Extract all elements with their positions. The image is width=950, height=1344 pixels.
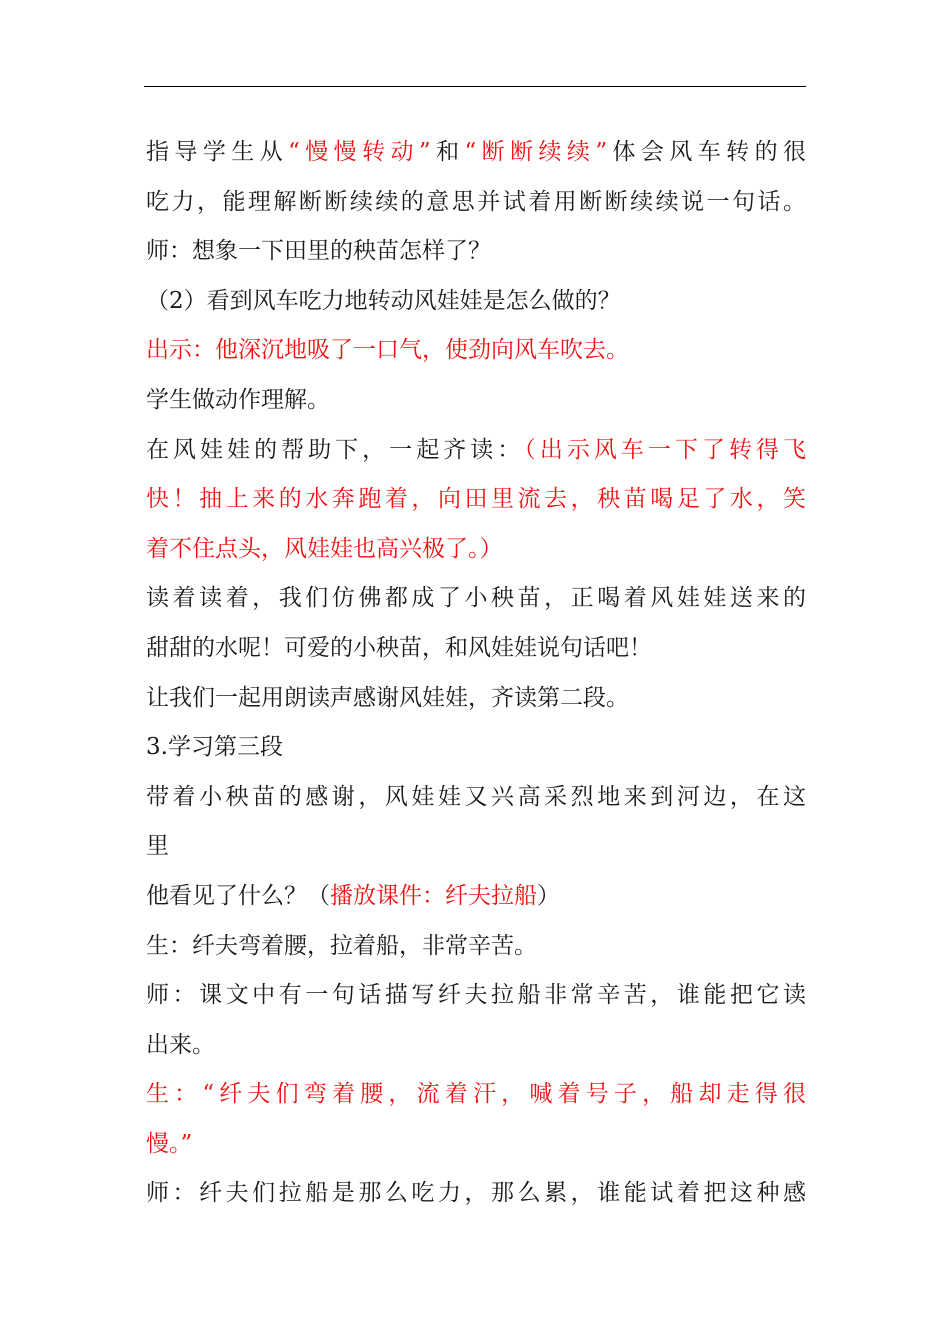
paragraph-line: 吃力，能理解断断续续的意思并试着用断断续续说一句话。 [146, 188, 806, 215]
paragraph-line: 出来。 [146, 1031, 215, 1058]
paragraph-line: 师：课文中有一句话描写纤夫拉船非常辛苦，谁能把它读 [146, 982, 806, 1009]
paragraph-line: 师：想象一下田里的秧苗怎样了？ [146, 238, 491, 265]
paragraph-line: 里 [146, 833, 169, 860]
document-body [146, 128, 806, 1219]
highlight-phrase: 播放课件：纤夫拉船 [330, 882, 537, 909]
paragraph-line: （2）看到风车吃力地转动风娃娃是怎么做的？ [146, 287, 621, 314]
highlight-phrase: “断断续续” [464, 139, 608, 165]
paragraph-line: 他看见了什么？（播放课件：纤夫拉船） [146, 882, 560, 909]
highlight-phrase: （出示风车一下了转得飞 [524, 436, 806, 463]
header-rule [144, 86, 806, 87]
highlight-line: 生：“纤夫们弯着腰，流着汗，喊着号子，船却走得很 [146, 1081, 806, 1108]
paragraph-line: 师：纤夫们拉船是那么吃力，那么累，谁能试着把这种感 [146, 1180, 806, 1207]
paragraph-line: 指导学生从“慢慢转动”和“断断续续”体会风车转的很 [146, 139, 806, 165]
highlight-line: 慢。” [146, 1130, 193, 1157]
paragraph-line: 带着小秧苗的感谢，风娃娃又兴高采烈地来到河边，在这 [146, 783, 806, 810]
paragraph-line: 在风娃娃的帮助下，一起齐读：（出示风车一下了转得飞 [146, 436, 806, 463]
highlight-phrase: “慢慢转动” [288, 139, 431, 165]
highlight-line: 着不住点头，风娃娃也高兴极了。） [146, 535, 503, 562]
section-heading: 3.学习第三段 [146, 734, 283, 761]
highlight-line: 出示：他深沉地吸了一口气，使劲向风车吹去。 [146, 337, 629, 364]
paragraph-line: 甜甜的水呢！可爱的小秧苗，和风娃娃说句话吧！ [146, 634, 652, 661]
paragraph-line: 读着读着，我们仿佛都成了小秧苗，正喝着风娃娃送来的 [146, 585, 806, 612]
paragraph-line: 生：纤夫弯着腰，拉着船，非常辛苦。 [146, 932, 537, 959]
paragraph-line: 学生做动作理解。 [146, 386, 330, 413]
paragraph-line: 让我们一起用朗读声感谢风娃娃，齐读第二段。 [146, 684, 629, 711]
highlight-line: 快！抽上来的水奔跑着，向田里流去，秧苗喝足了水，笑 [146, 486, 806, 513]
